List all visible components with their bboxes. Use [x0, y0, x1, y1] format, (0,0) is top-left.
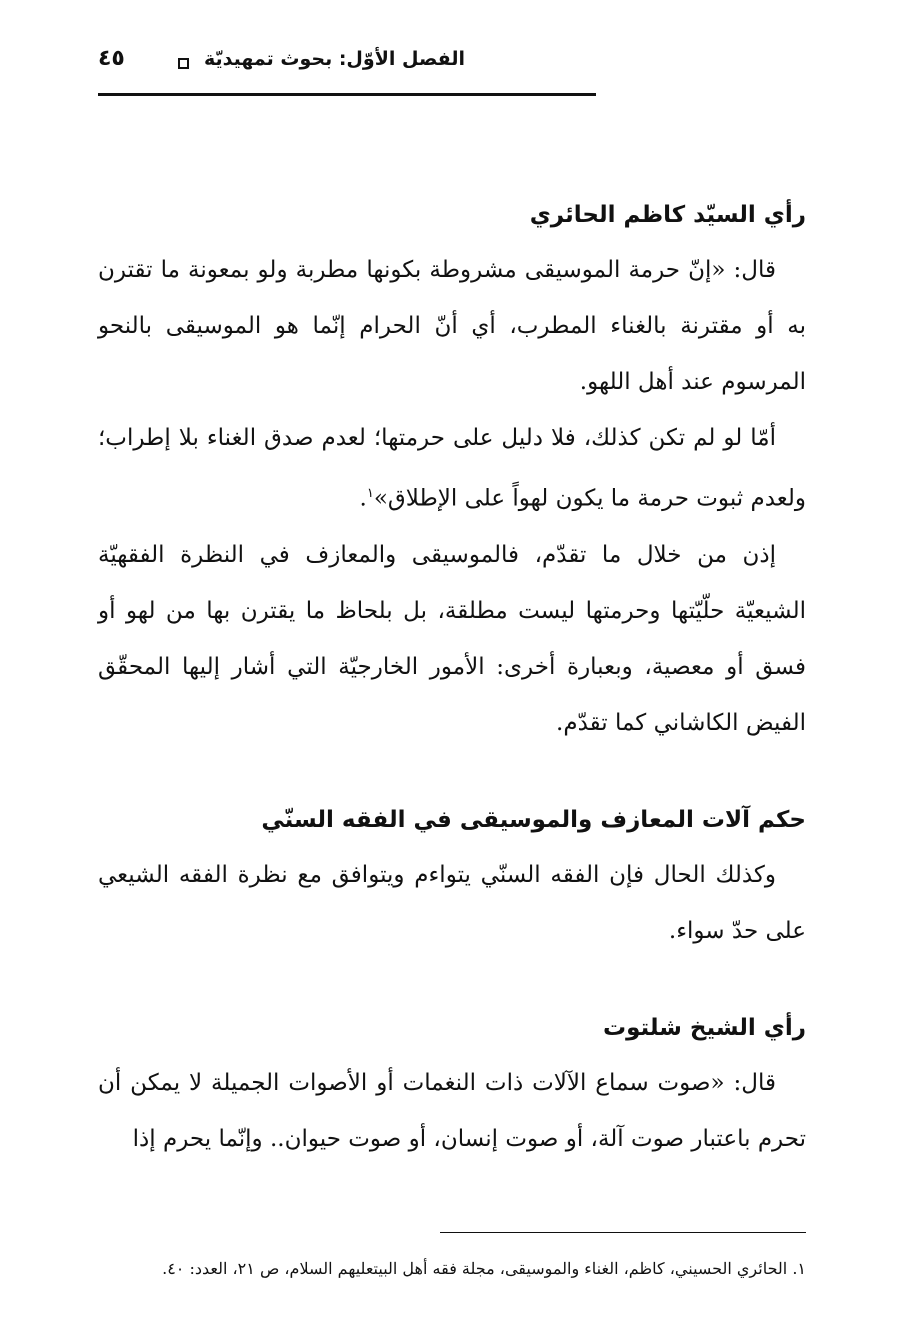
- paragraph: إذن من خلال ما تقدّم، فالموسيقى والمعازف في النظرة الفقهيّة الشيعيّة حلّيّتها وحرمتها ليست مطلقة، بل بلحاظ ما يقترن بها من لهو أو فسق أو معصية، وبعبارة أخرى: الأمور الخارجيّة التي أشار إليها المحقّق الفيض الكاشاني كما تقدّم.: [98, 541, 806, 736]
- footnote-separator: [440, 1232, 806, 1233]
- page-number: ٤٥: [98, 46, 125, 71]
- paragraph-text: أمّا لو لم تكن كذلك، فلا دليل على حرمتها؛ لعدم صدق الغناء بلا إطراب؛ ولعدم ثبوت حرمة ما يكون لهواً على الإطلاق»: [98, 425, 806, 512]
- section-heading-hairi: رأي السيّد كاظم الحائري: [529, 202, 806, 228]
- paragraph-end-punctuation: .: [359, 485, 367, 512]
- running-header: [98, 42, 806, 82]
- paragraph: قال: «صوت سماع الآلات ذات النغمات أو الأصوات الجميلة لا يمكن أن تحرم باعتبار صوت آلة، أو صوت إنسان، أو صوت حيوان.. وإنّما يحرم إذا: [98, 1069, 806, 1152]
- main-content: [98, 188, 806, 1167]
- section-spacer: [98, 959, 806, 1001]
- paragraph: [98, 410, 806, 527]
- section-spacer: [98, 751, 806, 793]
- section-heading-shaltut: رأي الشيخ شلتوت: [602, 1014, 806, 1041]
- footnote-reference[interactable]: ١: [366, 486, 374, 501]
- header-rule: [98, 93, 596, 96]
- footnote: ١. الحائري الحسيني، كاظم، الغناء والموسيقى، مجلة فقه أهل البيتعليهم السلام، ص ٢١، العدد: ٤٠.: [162, 1259, 806, 1278]
- chapter-title: الفصل الأوّل: بحوث تمهيديّة: [203, 48, 465, 70]
- paragraph: قال: «إنّ حرمة الموسيقى مشروطة بكونها مطربة ولو بمعونة ما تقترن به أو مقترنة بالغناء المطرب، أي أنّ الحرام إنّما هو الموسيقى بالنحو المرسوم عند أهل اللهو.: [98, 257, 806, 395]
- square-ornament-icon: [178, 58, 189, 69]
- paragraph: وكذلك الحال فإن الفقه السنّي يتواءم ويتوافق مع نظرة الفقه الشيعي على حدّ سواء.: [98, 861, 806, 944]
- section-heading-sunni-fiqh: حكم آلات المعازف والموسيقى في الفقه السنّي: [261, 806, 806, 833]
